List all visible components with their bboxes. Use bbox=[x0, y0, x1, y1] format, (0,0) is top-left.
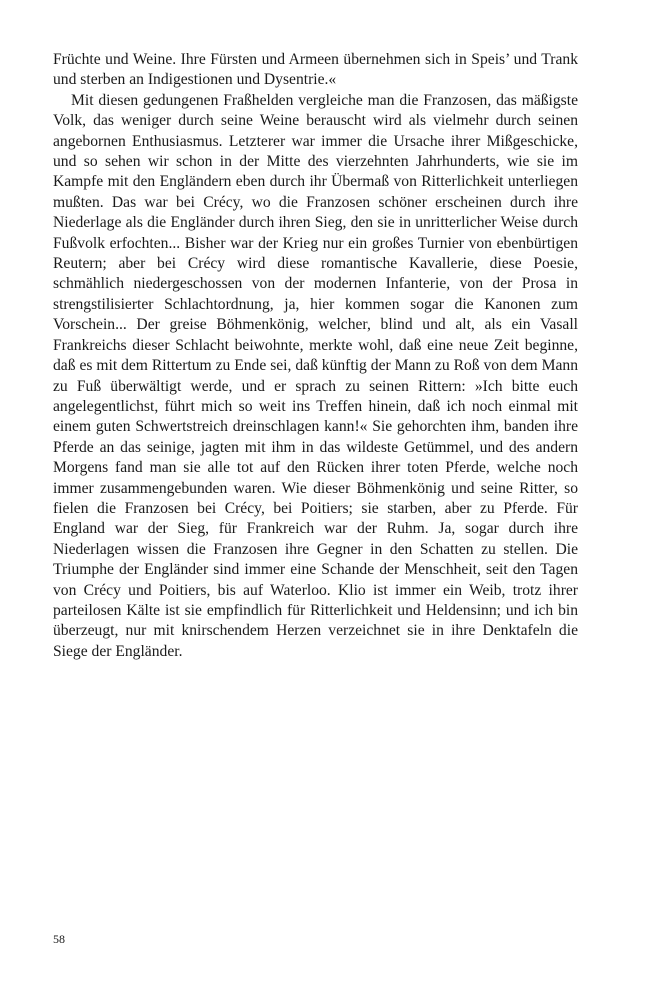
paragraph-continuation: Früchte und Weine. Ihre Fürsten und Armeen übernehmen sich in Speis’ und Trank und sterben an Indigestionen und Dysentrie.« bbox=[53, 51, 578, 89]
paragraph: Mit diesen gedungenen Fraßhelden vergleiche man die Franzosen, das mäßigste Volk, das weniger durch seine Weine berauscht wird als vielmehr durch seinen angebornen Enthusiasmus. Letzterer war immer die Ursache ihrer Mißgeschicke, und so sehen wir schon in der Mitte des vierzehnten Jahrhunderts, wie sie im Kampfe mit den Engländern eben durch ihr Übermaß von Ritterlichkeit unterliegen mußten. Das war bei Crécy, wo die Franzosen schöner erscheinen durch ihre Niederlage als die Engländer durch ihren Sieg, den sie in unritterlicher Weise durch Fußvolk erfochten... Bisher war der Krieg nur ein großes Turnier von ebenbürtigen Reutern; aber bei Crécy wird diese romantische Kavallerie, diese Poesie, schmählich niedergeschossen von der modernen Infanterie, von der Prosa in strengstilisierter Schlachtordnung, ja, hier kommen sogar die Kanonen zum Vorschein... Der greise Böhmenkönig, welcher, blind und alt, als ein Vasall Frankreichs dieser Schlacht beiwohnte, merkte wohl, daß eine neue Zeit beginne, daß es mit dem Rittertum zu Ende sei, daß künftig der Mann zu Roß von dem Mann zu Fuß überwältigt werde, und er sprach zu seinen Rittern: »Ich bitte euch angelegentlichst, führt mich so weit ins Treffen hinein, daß ich noch einmal mit einem guten Schwertstreich dreinschlagen kann!« Sie gehorchten ihm, banden ihre Pferde an das seinige, jagten mit ihm in das wildeste Getümmel, und des andern Morgens fand man sie alle tot auf den Rücken ihrer toten Pferde, welche noch immer zusammengebunden waren. Wie dieser Böhmenkönig und seine Ritter, so fielen die Franzosen bei Crécy, bei Poitiers; sie starben, aber zu Pferde. Für England war der Sieg, für Frankreich war der Ruhm. Ja, sogar durch ihre Niederlagen wissen die Franzosen ihre Gegner in den Schatten zu stellen. Die Triumphe der Engländer sind immer eine Schande der Menschheit, seit den Tagen von Crécy und Poitiers, bis auf Waterloo. Klio ist immer ein Weib, trotz ihrer parteilosen Kälte ist sie empfindlich für Ritterlichkeit und Heldensinn; und ich bin überzeugt, nur mit knirschendem Herzen verzeichnet sie in ihre Denktafeln die Siege der Engländer. bbox=[53, 91, 578, 660]
body-text bbox=[53, 50, 578, 662]
page-number: 58 bbox=[53, 932, 65, 946]
